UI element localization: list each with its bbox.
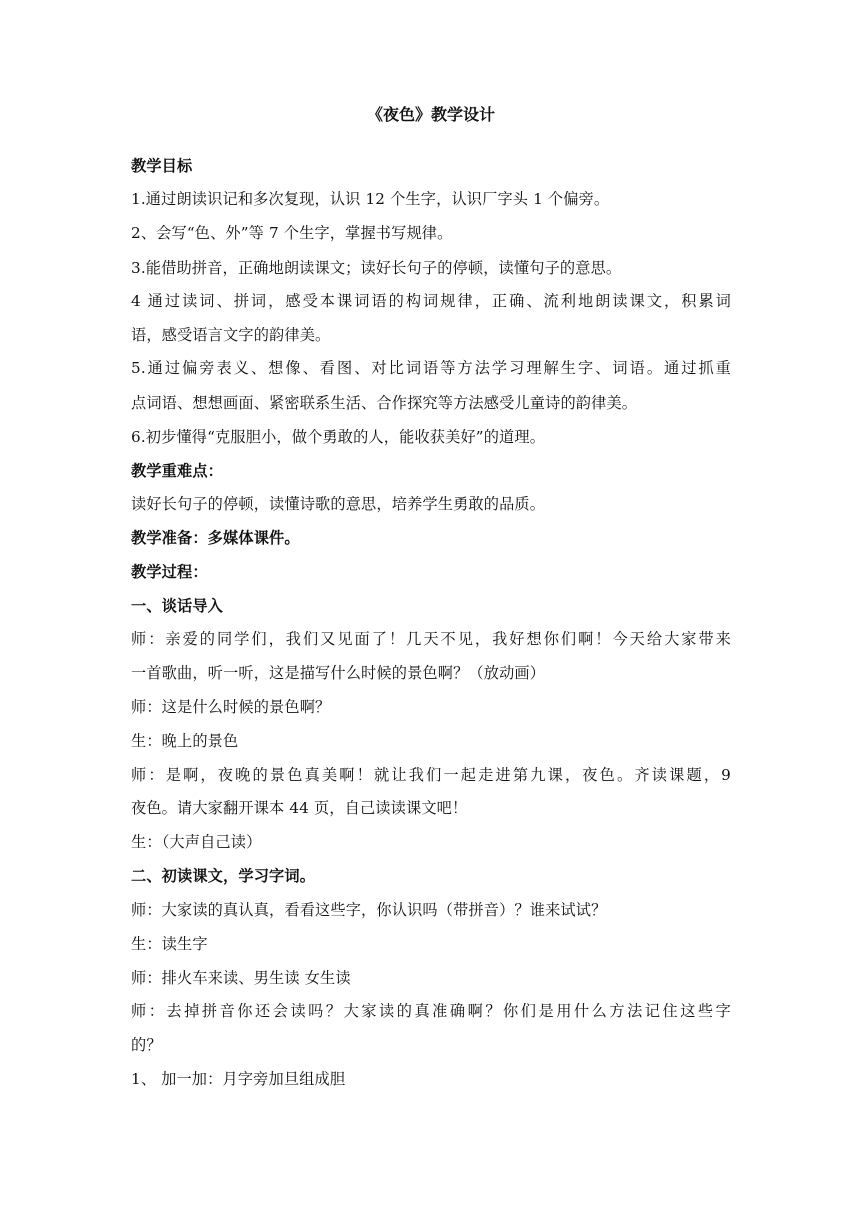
heading-process: 教学过程： — [131, 563, 208, 581]
section-heading-1: 一、谈话导入 — [131, 597, 224, 615]
goal-item-5-line-1: 5.通过偏旁表义、想像、看图、对比词语等方法学习理解生字、词语。通过抓重 — [131, 359, 731, 377]
heading-preparation: 教学准备：多媒体课件。 — [131, 529, 300, 547]
dialogue-line: 师：亲爱的同学们，我们又见面了！几天不见，我好想你们啊！今天给大家带来 — [131, 630, 731, 648]
goal-item-6: 6.初步懂得“克服胆小，做个勇敢的人，能收获美好”的道理。 — [131, 428, 546, 446]
dialogue-line: 的？ — [131, 1036, 162, 1054]
dialogue-line: 生：（大声自己读） — [131, 833, 262, 851]
dialogue-line: 师：排火车来读、男生读 女生读 — [131, 969, 351, 987]
key-points-text: 读好长句子的停顿，读懂诗歌的意思，培养学生勇敢的品质。 — [131, 495, 546, 513]
goal-item-2: 2、会写“色、外”等 7 个生字，掌握书写规律。 — [131, 224, 453, 242]
goal-item-4-line-1: 4 通过读词、拼词，感受本课词语的构词规律，正确、流利地朗读课文，积累词 — [131, 292, 731, 310]
list-item-add: 1、 加一加：月字旁加旦组成胆 — [131, 1070, 346, 1088]
goal-item-5-line-2: 点词语、想想画面、紧密联系生活、合作探究等方法感受儿童诗的韵律美。 — [131, 394, 638, 412]
dialogue-line: 师：是啊，夜晚的景色真美啊！就让我们一起走进第九课，夜色。齐读课题，9 — [131, 766, 731, 784]
dialogue-line: 一首歌曲，听一听，这是描写什么时候的景色啊？（放动画） — [131, 664, 546, 682]
dialogue-line: 师：去掉拼音你还会读吗？大家读的真准确啊？你们是用什么方法记住这些字 — [131, 1002, 731, 1020]
goal-item-4-line-2: 语，感受语言文字的韵律美。 — [131, 326, 331, 344]
dialogue-line: 生：读生字 — [131, 935, 208, 953]
heading-teaching-goals: 教学目标 — [131, 157, 193, 175]
goal-item-1: 1.通过朗读识记和多次复现，认识 12 个生字，认识厂字头 1 个偏旁。 — [131, 190, 610, 208]
dialogue-line: 师：这是什么时候的景色啊？ — [131, 698, 331, 716]
goal-item-3: 3.能借助拼音，正确地朗读课文；读好长句子的停顿，读懂句子的意思。 — [131, 259, 622, 277]
section-heading-2: 二、初读课文，学习字词。 — [131, 867, 316, 885]
dialogue-line: 夜色。请大家翻开课本 44 页，自己读读课文吧！ — [131, 799, 468, 817]
dialogue-line: 师：大家读的真认真，看看这些字，你认识吗（带拼音）？谁来试试？ — [131, 901, 607, 919]
heading-key-points: 教学重难点： — [131, 462, 224, 480]
dialogue-line: 生：晚上的景色 — [131, 732, 239, 750]
document-title: 《夜色》教学设计 — [366, 105, 495, 124]
